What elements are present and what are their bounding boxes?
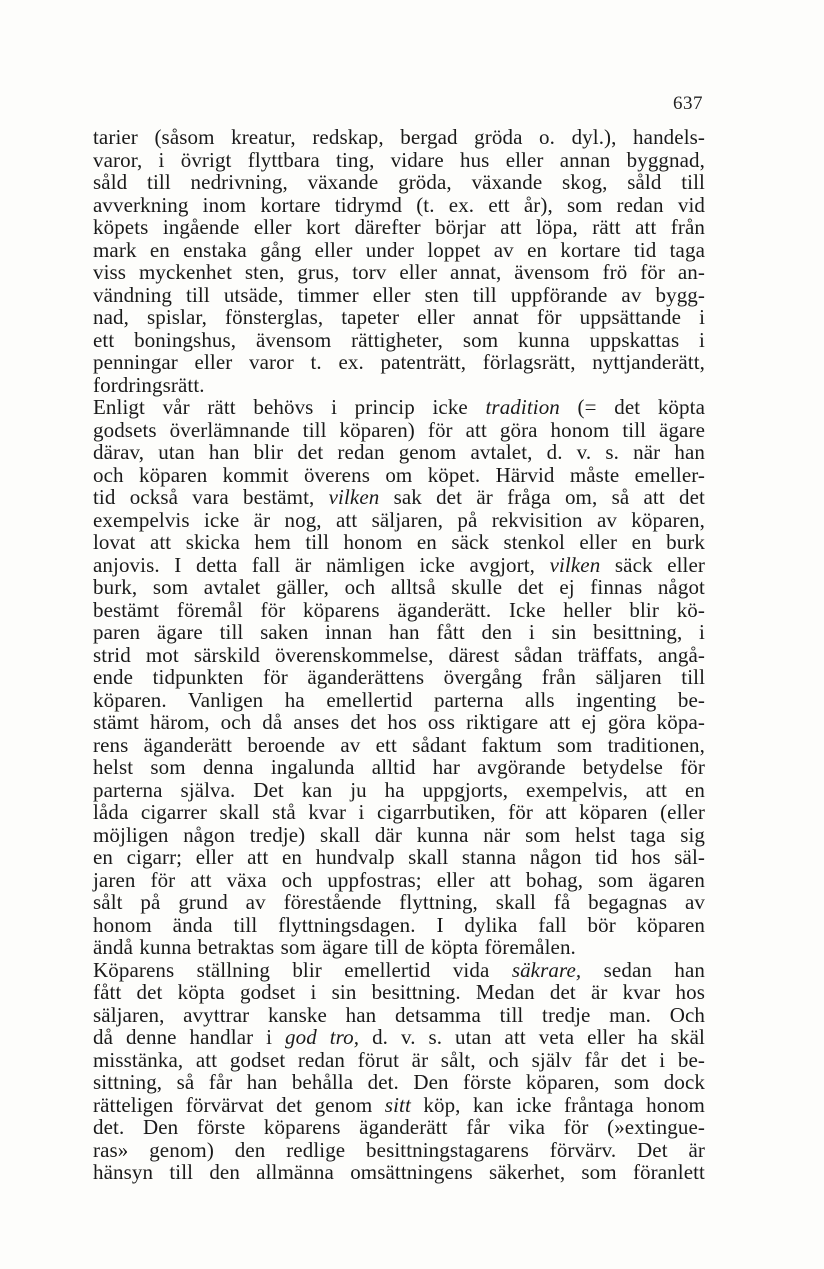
text-line [93,621,705,644]
text-line [93,689,705,712]
italic-text: sitt [384,1092,411,1117]
text-segment: bestämt föremål för köparens äganderätt. Icke heller blir kö- [93,597,705,622]
text-segment: ett boningshus, ävensom rättigheter, som kunna uppskattas i [93,327,705,352]
text-segment: exempelvis icke är nog, att säljaren, på rekvisition av köparen, [93,507,705,532]
text-segment: parterna själva. Det kan ju ha uppgjorts, exempelvis, att en [93,777,705,802]
text-line [93,914,705,937]
text-line [93,666,705,689]
text-segment: jaren för att växa och uppfostras; eller att bohag, som ägaren [93,867,705,892]
text-segment: varor, i övrigt flyttbara ting, vidare hus eller annan byggnad, [93,147,705,172]
text-segment: avverkning inom kortare tidrymd (t. ex. ett år), som redan vid [93,192,705,217]
text-segment: ras» genom) den redlige besittningstagarens förvärv. Det är [93,1137,705,1162]
text-line [93,126,705,149]
text-segment: ende tidpunkten för äganderättens övergång från säljaren till [93,665,705,689]
text-segment: godsets överlämnande till köparen) för att göra honom till ägare [93,417,705,442]
text-line [93,936,705,959]
text-line [93,216,705,239]
text-line [93,1116,705,1139]
text-line [93,464,705,487]
text-line [93,306,705,329]
text-segment: köp, kan icke fråntaga honom [410,1092,705,1117]
text-line [93,261,705,284]
italic-text: tradition [485,395,560,419]
text-segment: sittning, så får han behålla det. Den förste köparen, som dock [93,1070,705,1094]
text-line [93,171,705,194]
text-line [93,1026,705,1049]
italic-text: säkrare, [511,957,582,982]
text-segment: tarier (såsom kreatur, redskap, bergad gröda o. dyl.), handels- [93,125,705,149]
text-segment: en cigarr; eller att en hundvalp skall stanna någon tid hos säl- [93,845,705,869]
text-segment: säck eller [600,552,706,577]
text-line [93,396,705,419]
text-segment: d. v. s. utan att veta eller ha skäl [359,1025,705,1049]
text-line [93,599,705,622]
text-segment: och köparen kommit överens om köpet. Härvid måste emeller- [93,462,705,487]
text-segment: Enligt vår rätt behövs i princip icke [93,395,486,419]
text-segment: burk, som avtalet gäller, och alltså skulle det ej finnas något [93,575,705,599]
text-line [93,1139,705,1162]
text-segment: det. Den förste köparens äganderätt får vika för (»extingue- [93,1115,705,1139]
text-segment: nad, spislar, fönsterglas, tapeter eller annat för uppsättande i [93,305,705,329]
text-line [93,734,705,757]
text-line [93,1071,705,1094]
text-segment: stämt härom, och då anses det hos oss riktigare att ej göra köpa- [93,710,705,734]
text-segment: låda cigarrer skall stå kvar i cigarrbutiken, för att köparen (eller [93,800,705,824]
text-segment: ändå kunna betraktas som ägare till de köpta föremålen. [93,935,576,959]
text-segment: (= det köpta [559,395,705,419]
text-line [93,509,705,532]
text-line [93,846,705,869]
text-line [93,531,705,554]
text-segment: rens äganderätt beroende av ett sådant faktum som traditionen, [93,732,705,757]
text-segment: därav, utan han blir det redan genom avtalet, d. v. s. när han [93,440,705,464]
text-line [93,1004,705,1027]
text-line [93,441,705,464]
text-segment: Köparens ställning blir emellertid vida [93,957,512,982]
text-segment: såld till nedrivning, växande gröda, växande skog, såld till [93,170,705,194]
text-line [93,149,705,172]
text-segment: då denne handlar i [93,1025,286,1049]
italic-text: god tro, [285,1025,360,1049]
text-segment: vändning till utsäde, timmer eller sten till uppförande av bygg- [93,282,705,307]
text-segment: sedan han [581,957,706,982]
text-segment: möjligen någon tredje) skall där kunna när som helst taga sig [93,822,705,847]
text-segment: helst som denna ingalunda alltid har avgörande betydelse för [93,755,705,779]
text-line [93,981,705,1004]
text-line [93,351,705,374]
text-line [93,194,705,217]
text-segment: anjovis. I detta fall är nämligen icke avgjort, [93,552,550,577]
text-segment: köpets ingående eller kort därefter börjar att löpa, rätt att från [93,215,705,239]
text-line [93,329,705,352]
text-line [93,1049,705,1072]
text-segment: tid också vara bestämt, [93,485,329,509]
text-line [93,239,705,262]
text-line [93,284,705,307]
text-segment: honom ända till flyttningsdagen. I dylika fall bör köparen [93,912,705,937]
body-text [93,126,705,1184]
text-segment: lovat att skicka hem till honom en säck stenkol eller en burk [93,530,705,554]
text-line [93,576,705,599]
text-line [93,711,705,734]
text-segment: säljaren, avyttrar kanske han detsamma till tredje man. Och [93,1002,705,1027]
text-segment: paren ägare till saken innan han fått den i sin besittning, i [93,620,705,644]
text-segment: penningar eller varor t. ex. patenträtt, förlagsrätt, nyttjanderätt, [93,350,705,374]
italic-text: vilken [328,485,380,509]
text-segment: sak det är fråga om, så att det [379,485,705,509]
text-segment: köparen. Vanligen ha emellertid parterna alls ingenting be- [93,687,705,712]
text-line [93,779,705,802]
text-line [93,554,705,577]
text-segment: strid mot särskild överenskommelse, därest sådan träffats, angå- [93,642,705,667]
text-line [93,824,705,847]
text-line [93,1161,705,1184]
text-segment: hänsyn till den allmänna omsättningens säkerhet, som föranlett [93,1160,705,1184]
text-line [93,801,705,824]
text-line [93,756,705,779]
text-line [93,891,705,914]
text-segment: sålt på grund av förestående flyttning, skall få begagnas av [93,890,705,914]
text-line [93,1094,705,1117]
text-segment: misstänka, att godset redan förut är sålt, och själv får det i be- [93,1047,705,1072]
text-segment: mark en enstaka gång eller under loppet av en kortare tid taga [93,237,705,262]
text-line [93,374,705,397]
text-line [93,419,705,442]
italic-text: vilken [549,552,601,577]
text-segment: fordringsrätt. [93,372,205,397]
text-segment: fått det köpta godset i sin besittning. Medan det är kvar hos [93,980,705,1004]
text-line [93,644,705,667]
text-segment: viss myckenhet sten, grus, torv eller annat, ävensom frö för an- [93,260,705,284]
text-segment: rätteligen förvärvat det genom [93,1092,385,1117]
text-line [93,869,705,892]
text-line [93,959,705,982]
text-line [93,486,705,509]
page-number: 637 [673,93,703,114]
